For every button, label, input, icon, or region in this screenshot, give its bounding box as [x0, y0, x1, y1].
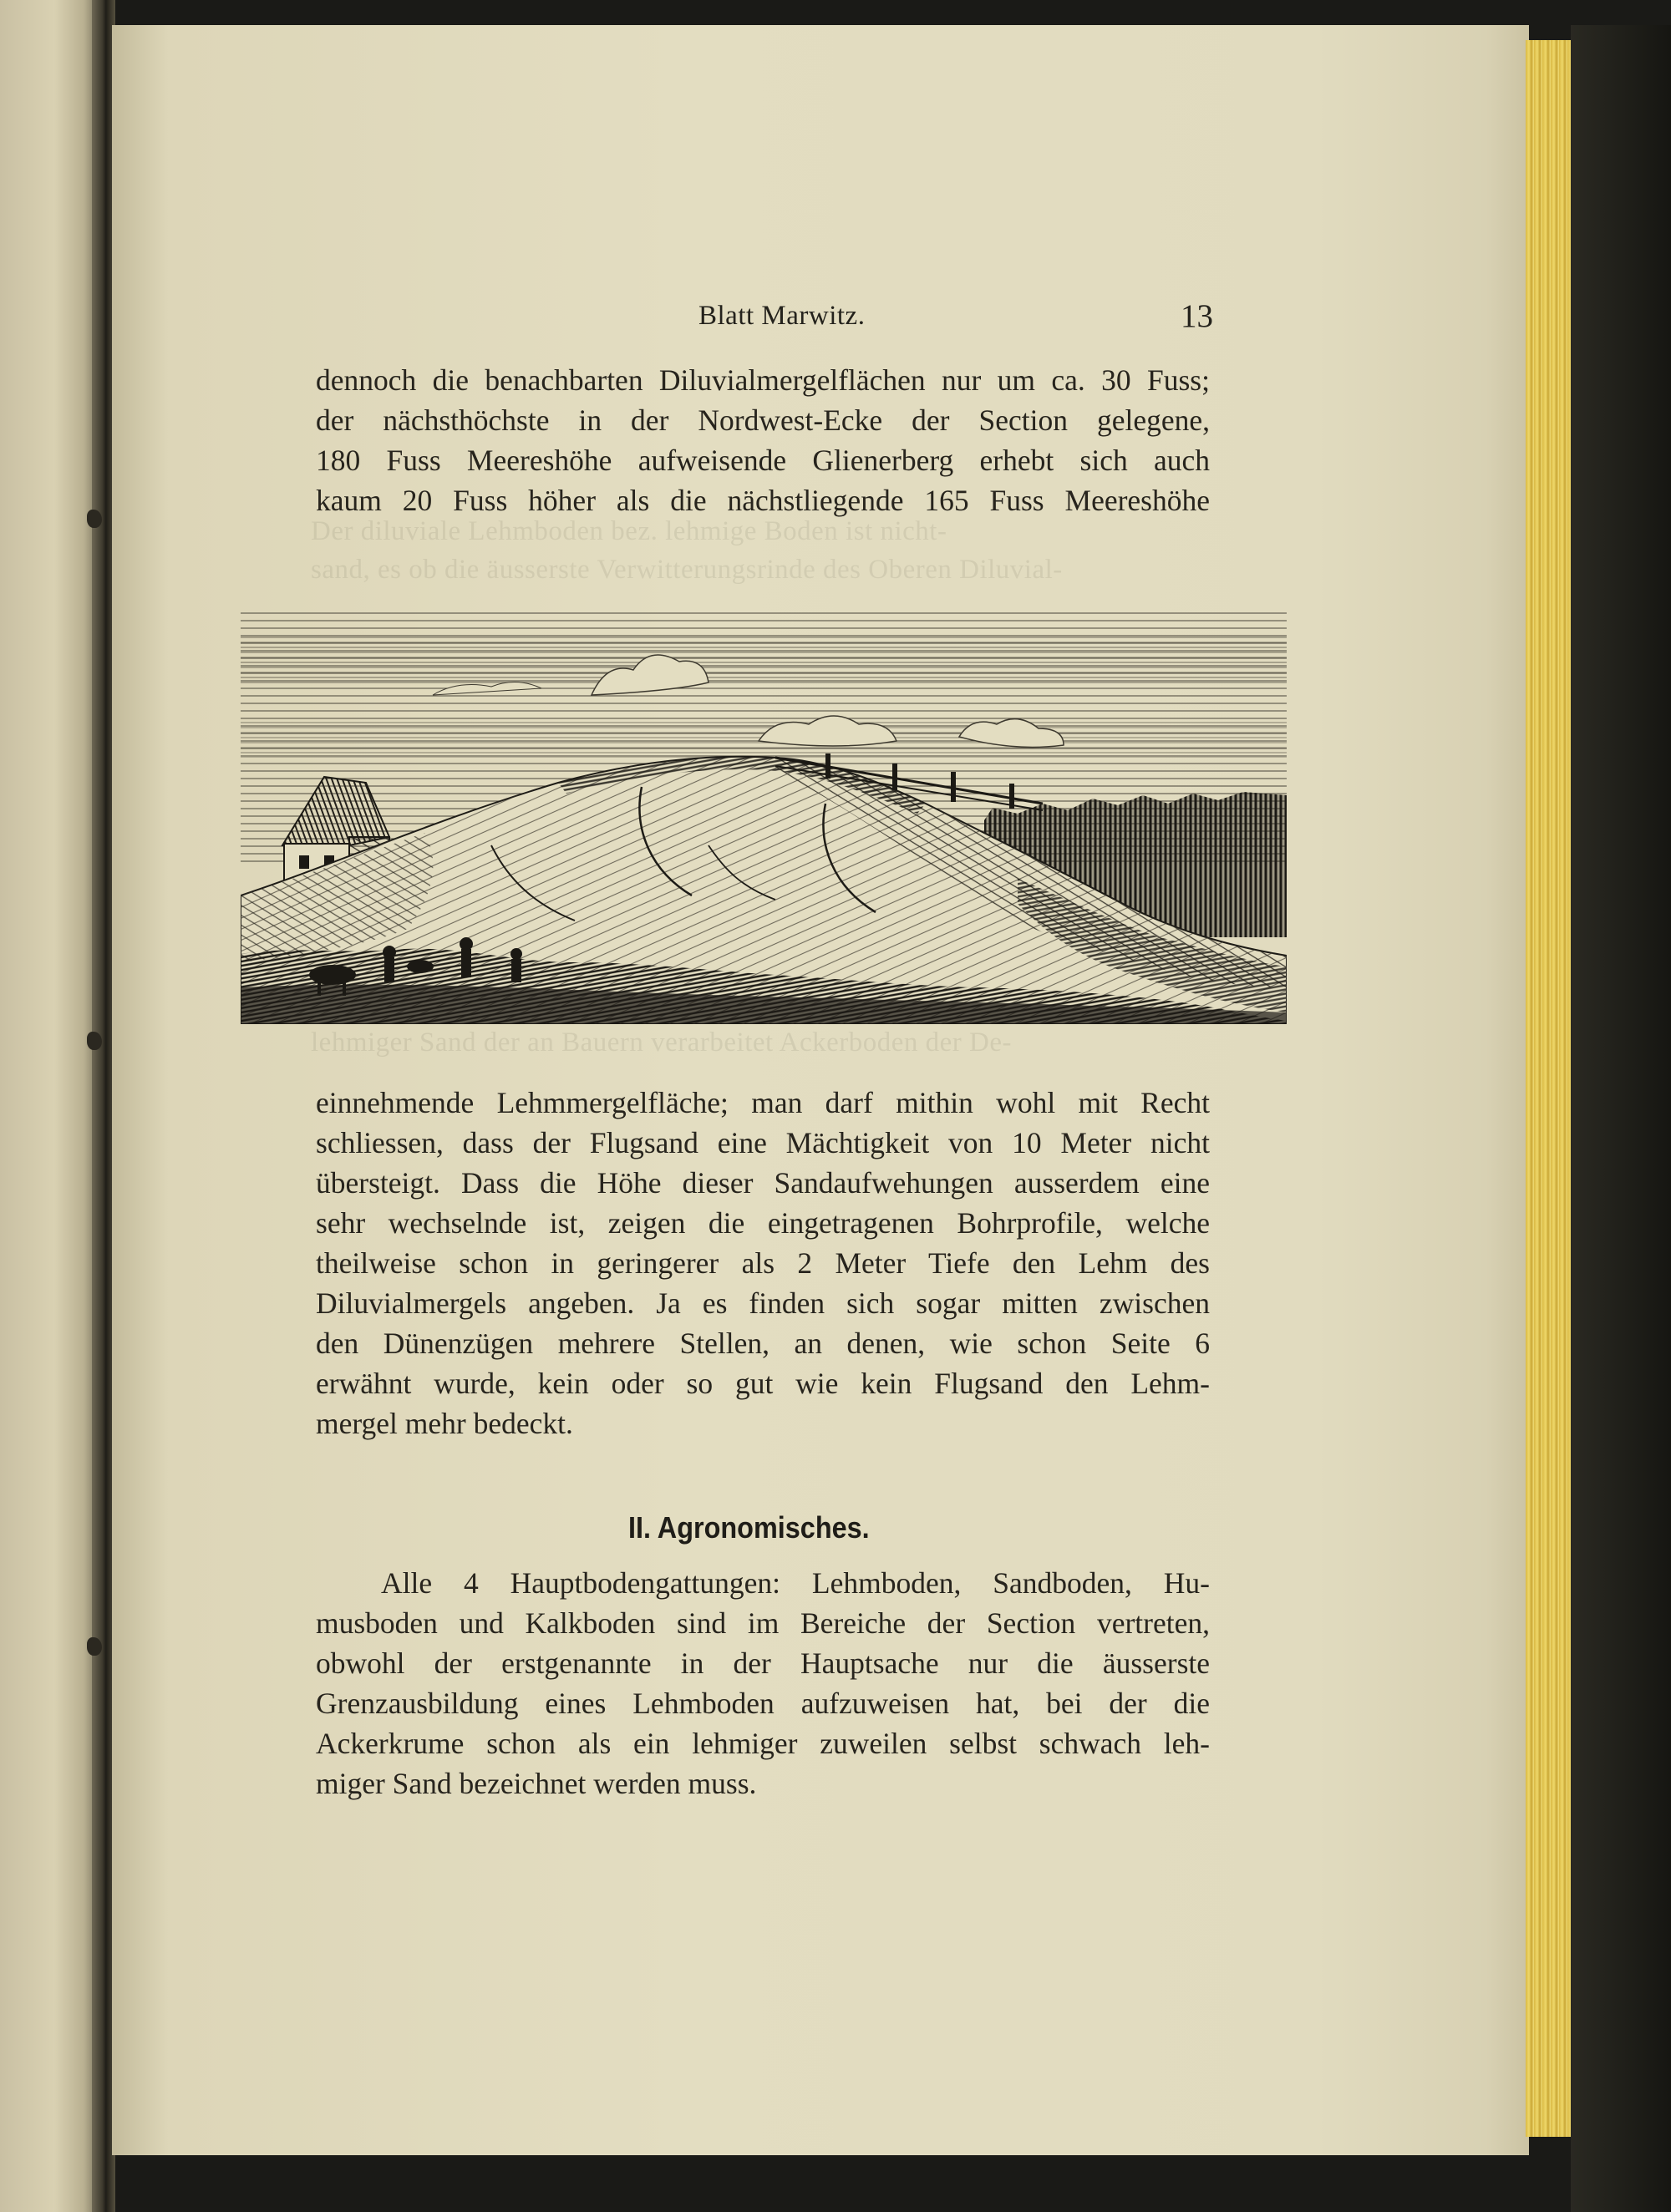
engraving-figure: [241, 595, 1287, 1024]
show-through: lehmiger Sand der an Bauern verarbeitet Ackerboden der De-: [311, 1027, 1012, 1058]
paragraph-2: [316, 1083, 1210, 1443]
show-through: sand, es ob die äusserste Verwitterungsrinde des Oberen Diluvial-: [311, 555, 1063, 585]
text-line: einnehmende Lehmmergelfläche; man darf mithin wohl mit Recht: [316, 1086, 1210, 1119]
text-line: Diluvialmergels angeben. Ja es finden sich sogar mitten zwischen: [316, 1286, 1210, 1320]
text-line: Grenzausbildung eines Lehmboden aufzuweisen hat, bei der die: [316, 1687, 1210, 1720]
text-line: kaum 20 Fuss höher als die nächstliegende 165 Fuss Meereshöhe: [316, 484, 1210, 517]
text-line: Alle 4 Hauptbodengattungen: Lehmboden, Sandboden, Hu-: [381, 1566, 1210, 1600]
text-line: miger Sand bezeichnet werden muss.: [316, 1767, 757, 1800]
gilt-page-edge: [1526, 40, 1576, 2137]
book-cover-edge: [1571, 25, 1671, 2212]
sand-dune-illustration: [241, 595, 1287, 1024]
show-through: Der diluviale Lehmboden bez. lehmige Boden ist nicht-: [311, 516, 947, 546]
page-number: 13: [1181, 298, 1213, 334]
text-line: Ackerkrume schon als ein lehmiger zuweilen selbst schwach leh-: [316, 1727, 1210, 1760]
binding-thread: [87, 1637, 102, 1656]
text-line: obwohl der erstgenannte in der Hauptsache nur die äusserste: [316, 1646, 1210, 1680]
binding-thread: [87, 510, 102, 528]
text-line: mergel mehr bedeckt.: [316, 1407, 573, 1440]
text-line: erwähnt wurde, kein oder so gut wie kein Flugsand den Lehm-: [316, 1367, 1210, 1400]
paragraph-3: [316, 1563, 1210, 1804]
text-line: 180 Fuss Meereshöhe aufweisende Glienerberg erhebt sich auch: [316, 444, 1210, 477]
running-title: Blatt Marwitz.: [698, 301, 866, 331]
text-line: schliessen, dass der Flugsand eine Mächtigkeit von 10 Meter nicht: [316, 1126, 1210, 1159]
text-line: dennoch die benachbarten Diluvialmergelflächen nur um ca. 30 Fuss;: [316, 363, 1210, 397]
text-line: sehr wechselnde ist, zeigen die eingetragenen Bohrprofile, welche: [316, 1206, 1210, 1240]
text-line: den Dünenzügen mehrere Stellen, an denen, wie schon Seite 6: [316, 1327, 1210, 1360]
binding-thread: [87, 1032, 102, 1050]
text-line: übersteigt. Dass die Höhe dieser Sandaufwehungen ausserdem eine: [316, 1166, 1210, 1200]
section-heading: II. Agronomisches.: [628, 1510, 870, 1545]
text-line: theilweise schon in geringerer als 2 Meter Tiefe den Lehm des: [316, 1246, 1210, 1280]
text-line: der nächsthöchste in der Nordwest-Ecke der Section gelegene,: [316, 403, 1210, 437]
paragraph-1: [316, 360, 1210, 520]
facing-page-edge: [0, 0, 99, 2212]
text-line: musboden und Kalkboden sind im Bereiche der Section vertreten,: [316, 1606, 1210, 1640]
